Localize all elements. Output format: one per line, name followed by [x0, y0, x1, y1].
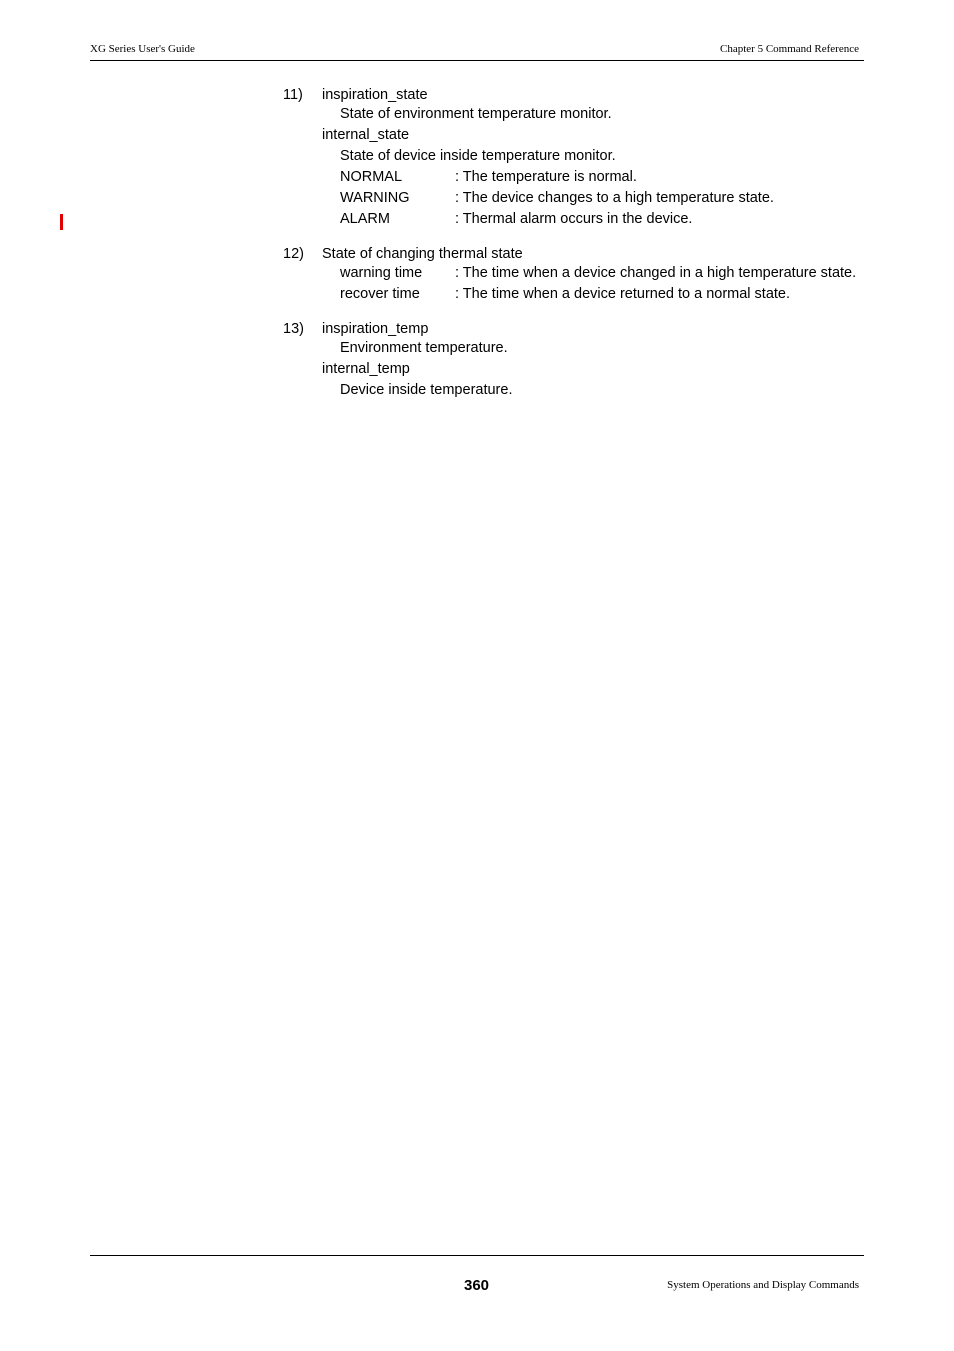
item-12-title: State of changing thermal state [322, 246, 523, 262]
item-11-sub-title: internal_state [322, 127, 410, 143]
item-12-number: 12) [283, 246, 304, 262]
item-13-title: inspiration_temp [322, 321, 429, 337]
item-11-title-desc: State of environment temperature monitor. [340, 106, 612, 122]
state-desc: : The device changes to a high temperature state. [455, 190, 774, 206]
state-desc: : The temperature is normal. [455, 169, 637, 185]
header-chapter-title: Chapter 5 Command Reference [720, 43, 859, 55]
state-label: NORMAL [340, 169, 403, 185]
time-label: recover time [340, 286, 420, 302]
time-desc: : The time when a device changed in a high temperature state. [455, 265, 857, 281]
item-13-sub-desc: Device inside temperature. [340, 382, 513, 398]
item-13-title-desc: Environment temperature. [340, 340, 508, 356]
header-rule [90, 60, 864, 61]
time-label: warning time [340, 265, 423, 281]
item-13-number: 13) [283, 321, 304, 337]
item-11-sub-desc: State of device inside temperature monitor. [340, 148, 616, 164]
time-desc: : The time when a device returned to a normal state. [455, 286, 791, 302]
state-desc: : Thermal alarm occurs in the device. [455, 211, 693, 227]
state-label: WARNING [340, 190, 410, 206]
state-label: ALARM [340, 211, 390, 227]
revision-change-bar [60, 214, 63, 230]
footer-section-title: System Operations and Display Commands [667, 1279, 859, 1291]
item-13-sub-title: internal_temp [322, 361, 410, 377]
item-11-number: 11) [283, 87, 303, 103]
header-guide-title: XG Series User's Guide [90, 43, 195, 55]
page-number: 360 [464, 1277, 490, 1294]
item-11-title: inspiration_state [322, 87, 428, 103]
footer-rule [90, 1255, 864, 1256]
